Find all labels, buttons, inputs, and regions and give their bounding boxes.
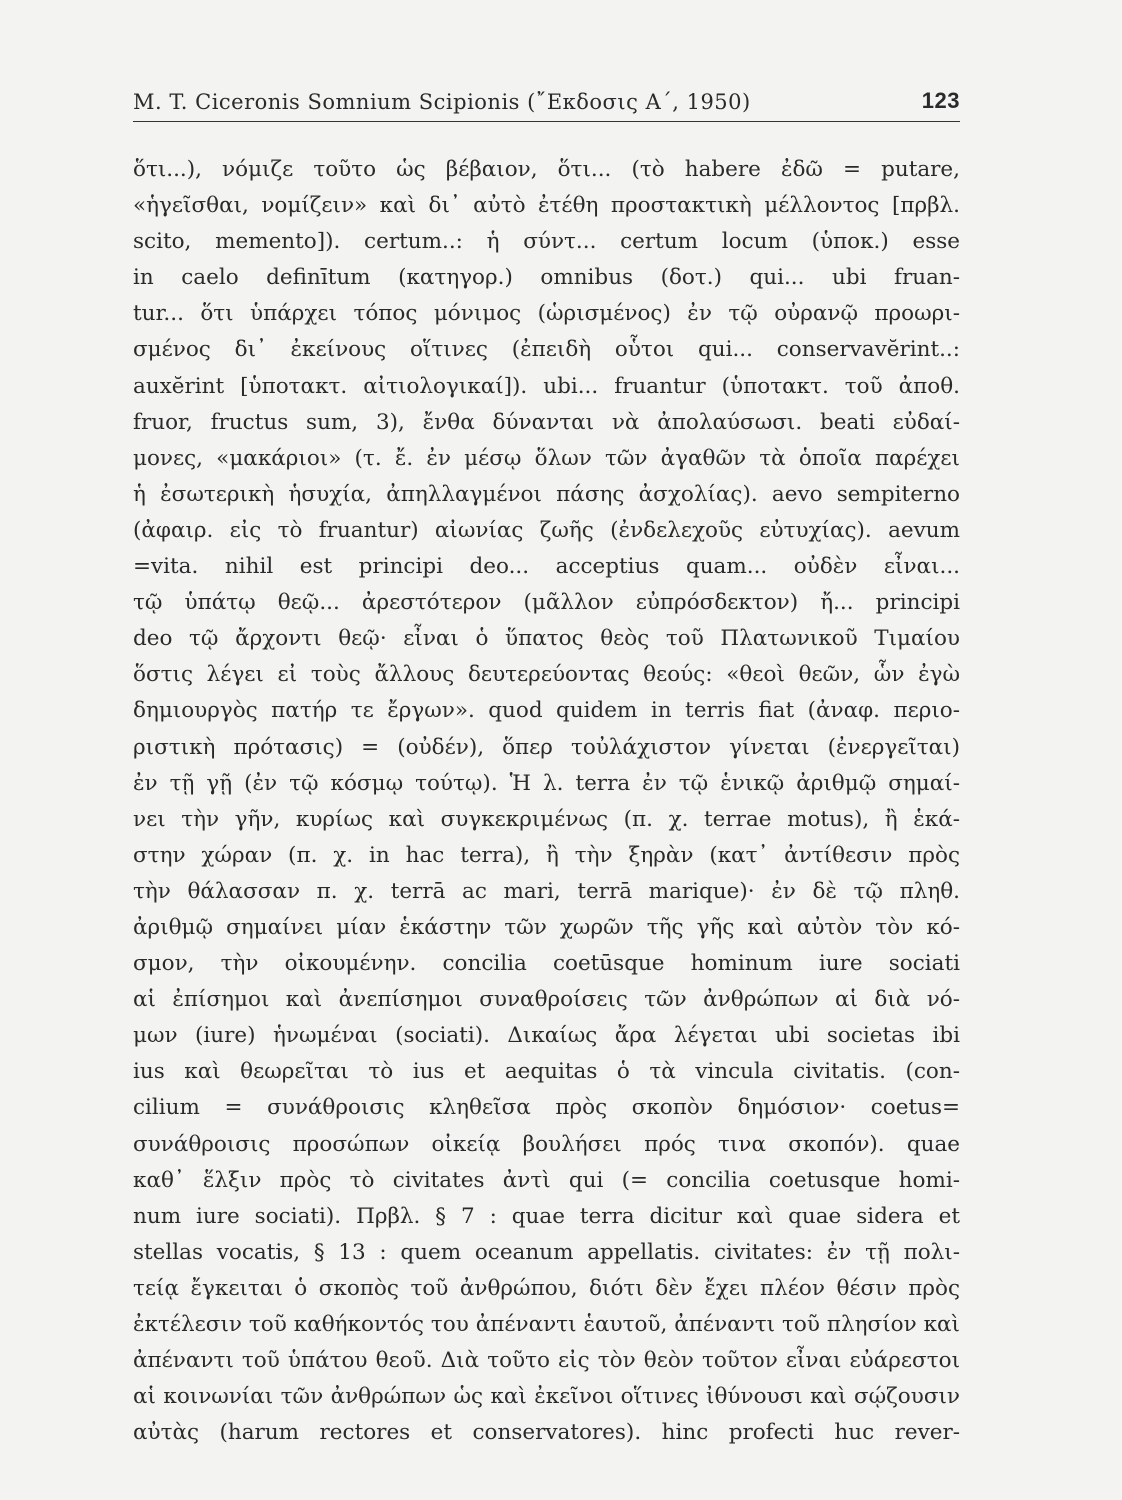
text-line: fruor, fructus sum, 3), ἔνθα δύνανται νὰ ἀπολαύσωσι. beati εὐδαί- xyxy=(133,409,960,435)
text-line: καθ᾽ ἕλξιν πρὸς τὸ civitates ἀντὶ qui (= concilia coetusque homi- xyxy=(133,1167,960,1193)
commentary-text xyxy=(133,152,960,1487)
text-line: τὴν θάλασσαν π. χ. terrā ac mari, terrā marique)· ἐν δὲ τῷ πληθ. xyxy=(133,878,960,904)
text-line: συνάθροισις προσώπων οἰκείᾳ βουλήσει πρός τινα σκοπόν). quae xyxy=(133,1131,960,1157)
header-rule xyxy=(133,121,960,122)
text-line: deo τῷ ἄρχοντι θεῷ· εἶναι ὁ ὕπατος θεὸς τοῦ Πλατωνικοῦ Τιμαίου xyxy=(133,626,960,652)
text-line: scito, memento]). certum..: ἡ σύντ... certum locum (ὑποκ.) esse xyxy=(133,229,960,255)
header-title: M. T. Ciceronis Somnium Scipionis (῎Εκδοσις Α΄, 1950) xyxy=(133,90,751,114)
text-line: ἀπέναντι τοῦ ὑπάτου θεοῦ. Διὰ τοῦτο εἰς τὸν θεὸν τοῦτον εἶναι εὐάρεστοι xyxy=(133,1348,960,1374)
text-line: μονες, «μακάριοι» (τ. ἔ. ἐν μέσῳ ὅλων τῶν ἀγαθῶν τὰ ὁποῖα παρέχει xyxy=(133,445,960,471)
text-line: ὅστις λέγει εἰ τοὺς ἄλλους δευτερεύοντας θεούς: «θεοὶ θεῶν, ὧν ἐγὼ xyxy=(133,662,960,688)
running-header xyxy=(133,84,960,120)
text-line: αὐτὰς (harum rectores et conservatores). hinc profecti huc rever- xyxy=(133,1420,960,1446)
text-line: =vita. nihil est principi deo... acceptius quam... οὐδὲν εἶναι... xyxy=(133,554,960,580)
text-line: (ἀφαιρ. εἰς τὸ fruantur) αἰωνίας ζωῆς (ἐνδελεχοῦς εὐτυχίας). aevum xyxy=(133,517,960,543)
text-line: αἱ ἐπίσημοι καὶ ἀνεπίσημοι συναθροίσεις τῶν ἀνθρώπων αἱ διὰ νό- xyxy=(133,987,960,1013)
text-line: ἀριθμῷ σημαίνει μίαν ἑκάστην τῶν χωρῶν τῆς γῆς καὶ αὐτὸν τὸν κό- xyxy=(133,914,960,940)
text-line: μων (iure) ἡνωμέναι (sociati). Δικαίως ἄρα λέγεται ubi societas ibi xyxy=(133,1023,960,1049)
text-line: ὅτι...), νόμιζε τοῦτο ὡς βέβαιον, ὅτι... (τὸ habere ἐδῶ = putare, xyxy=(133,157,960,182)
text-line: stellas vocatis, § 13 : quem oceanum appellatis. civitates: ἐν τῇ πολι- xyxy=(133,1239,960,1265)
text-line: cilium = συνάθροισις κληθεῖσα πρὸς σκοπὸν δημόσιον· coetus= xyxy=(133,1095,960,1121)
text-line: δημιουργὸς πατήρ τε ἔργων». quod quidem in terris fiat (ἀναφ. περιο- xyxy=(133,698,960,724)
text-line: in caelo definītum (κατηγορ.) omnibus (δοτ.) qui... ubi fruan- xyxy=(133,265,960,291)
text-line: σμον, τὴν οἰκουμένην. concilia coetūsque hominum iure sociati xyxy=(133,951,960,977)
text-line: αἱ κοινωνίαι τῶν ἀνθρώπων ὡς καὶ ἐκεῖνοι οἵτινες ἰθύνουσι καὶ σῴζουσιν xyxy=(133,1384,960,1410)
text-line: σμένος δι᾽ ἐκείνους οἵτινες (ἐπειδὴ οὗτοι qui... conservavĕrint..: xyxy=(133,337,960,363)
text-line: νει τὴν γῆν, κυρίως καὶ συγκεκριμένως (π. χ. terrae motus), ἢ ἑκά- xyxy=(133,806,960,832)
text-line: num iure sociati). Πρβλ. § 7 : quae terra dicitur καὶ quae sidera et xyxy=(133,1203,960,1229)
text-line: τῷ ὑπάτῳ θεῷ... ἀρεστότερον (μᾶλλον εὐπρόσδεκτον) ἤ... principi xyxy=(133,590,960,616)
text-line: auxĕrint [ὑποτακτ. αἰτιολογικαί]). ubi... fruantur (ὑποτακτ. τοῦ ἀποθ. xyxy=(133,373,960,399)
text-line: ἐν τῇ γῇ (ἐν τῷ κόσμῳ τούτῳ). Ἡ λ. terra ἐν τῷ ἑνικῷ ἀριθμῷ σημαί- xyxy=(133,770,960,796)
text-line: ριστικὴ πρότασις) = (οὐδέν), ὅπερ τοὐλάχιστον γίνεται (ἐνεργεῖται) xyxy=(133,734,960,760)
text-line: ἡ ἐσωτερικὴ ἡσυχία, ἀπηλλαγμένοι πάσης ἀσχολίας). aevo sempiterno xyxy=(133,481,960,507)
text-line: τείᾳ ἔγκειται ὁ σκοπὸς τοῦ ἀνθρώπου, διότι δὲν ἔχει πλέον θέσιν πρὸς xyxy=(133,1275,960,1301)
text-line: στην χώραν (π. χ. in hac terra), ἢ τὴν ξηρὰν (κατ᾽ ἀντίθεσιν πρὸς xyxy=(133,842,960,868)
page-number: 123 xyxy=(921,88,960,113)
text-line: ius καὶ θεωρεῖται τὸ ius et aequitas ὁ τὰ vincula civitatis. (con- xyxy=(133,1059,960,1085)
text-line: «ἡγεῖσθαι, νομίζειν» καὶ δι᾽ αὐτὸ ἐτέθη προστακτικὴ μέλλοντος [πρβλ. xyxy=(133,193,960,219)
text-line: tur... ὅτι ὑπάρχει τόπος μόνιμος (ὡρισμένος) ἐν τῷ οὐρανῷ προωρι- xyxy=(133,301,960,327)
text-line xyxy=(133,1451,960,1487)
text-line: ἐκτέλεσιν τοῦ καθήκοντός του ἀπέναντι ἑαυτοῦ, ἀπέναντι τοῦ πλησίον καὶ xyxy=(133,1312,960,1337)
